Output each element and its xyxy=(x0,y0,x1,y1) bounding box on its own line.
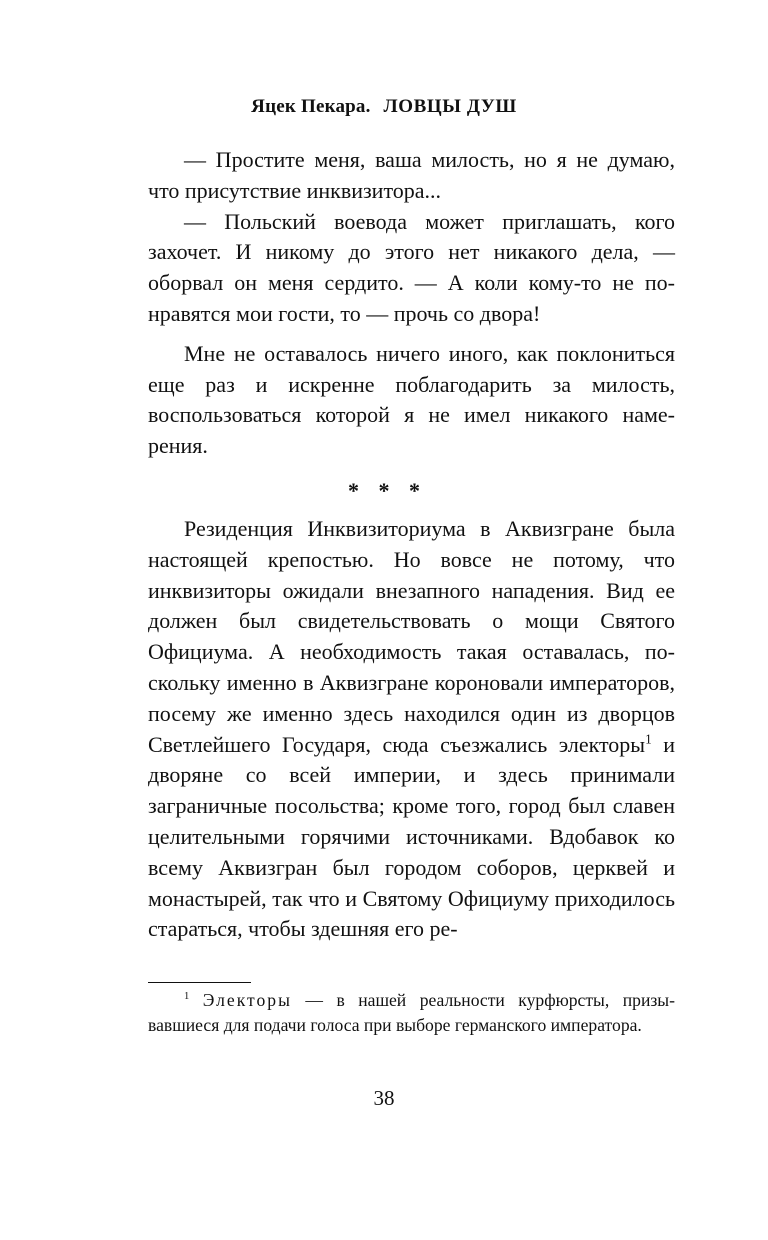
paragraph: — Простите меня, ваша милость, но я не думаю, что присутствие инквизитора... xyxy=(148,147,675,203)
paragraph: — Польский воевода может приглашать, кого захочет. И никому до этого нет никакого дела, — оборвал он меня сердито. — А коли кому-то не понравятся мои гости, то — прочь со двора! xyxy=(148,208,675,326)
paragraph xyxy=(148,514,675,945)
footnote-term: Электоры xyxy=(202,990,292,1010)
footnote-reference: 1 xyxy=(645,731,652,747)
footnote xyxy=(148,988,675,1037)
text-block-bottom xyxy=(148,514,675,945)
paragraph-text: и дворяне со всей империи, и здесь принимали заграничные посольства; кроме того, город был славен целительными горячими источниками. Вдобавок ко всему Аквизгран был городом соборов, церквей и монастырей, так что и Святому Официуму приходилось стараться, чтобы здешняя его ре- xyxy=(148,731,675,942)
paragraph: Мне не оставалось ничего иного, как поклониться еще раз и искренне поблагодарить за милость, воспользоваться которой я не имел никакого намерения. xyxy=(148,340,675,459)
footnote-body: — в нашей реальности курфюрсты, призывавшиеся для подачи голоса при выборе германского императора. xyxy=(148,990,675,1035)
paragraph-text: Резиденция Инквизиториума в Аквизгране была настоящей крепостью. Но вовсе не потому, что инквизиторы ожидали внезапного нападения. Вид ее должен был свидетельствовать о мощи Святого Официума. А необходимость такая оставалась, поскольку именно в Аквизгране короновали императоров, посему же именно здесь находился один из дворцов Светлейшего Государя, сюда съезжались электоры xyxy=(148,516,675,757)
text-block-top xyxy=(148,145,675,462)
header-author: Яцек Пекара. xyxy=(251,96,371,117)
running-header xyxy=(0,96,768,118)
footnote-text xyxy=(148,988,675,1037)
footnote-divider xyxy=(148,982,251,983)
page-number: 38 xyxy=(373,1086,395,1110)
footnote-marker: 1 xyxy=(184,991,190,1003)
header-title: ЛОВЦЫ ДУШ xyxy=(383,96,517,117)
section-separator: * * * xyxy=(348,478,420,503)
